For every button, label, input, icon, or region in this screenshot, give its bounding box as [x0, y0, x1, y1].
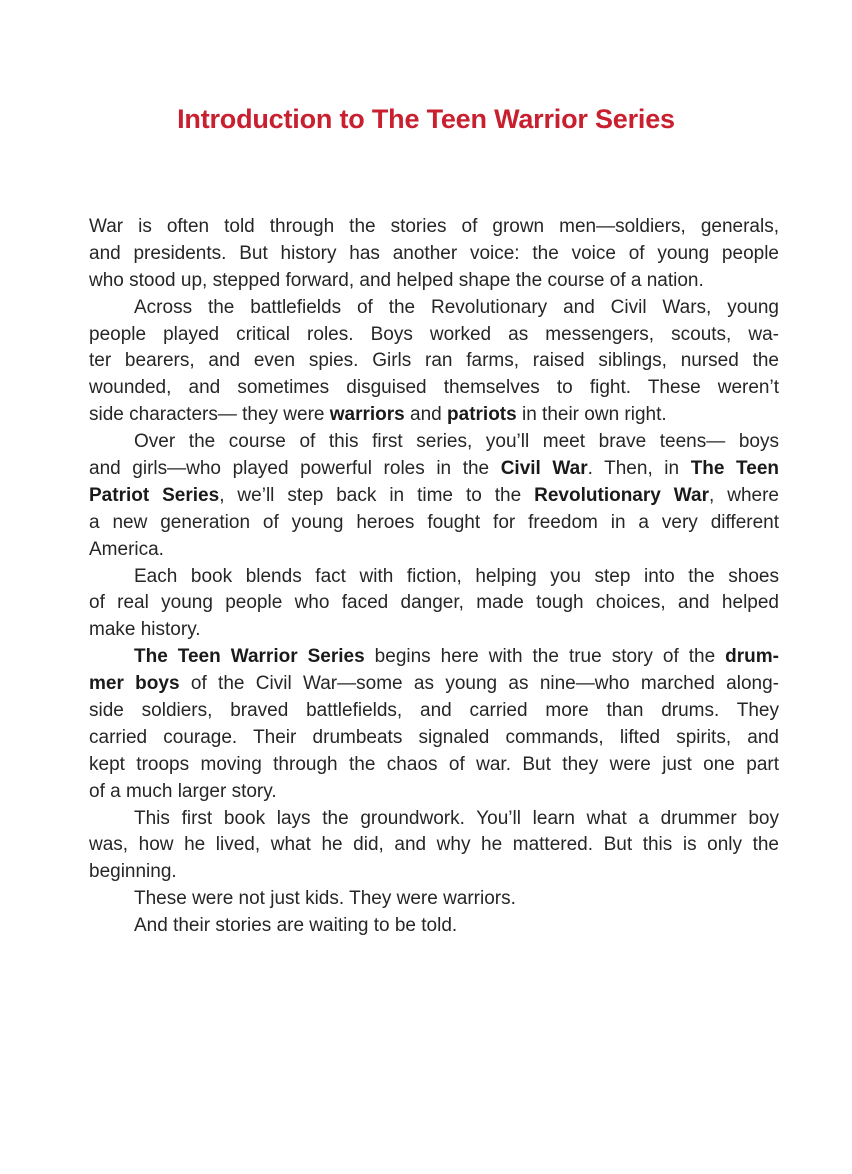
- bold-phrase: Civil War: [500, 458, 588, 480]
- text-run: wounded, and sometimes disguised themselves to fight. These weren’t: [89, 377, 779, 399]
- text-run: America.: [89, 538, 164, 560]
- text-line: [89, 429, 779, 456]
- paragraph: [89, 644, 779, 805]
- text-line: [89, 564, 779, 591]
- text-run: was, how he lived, what he did, and why he mattered. But this is only the: [89, 834, 779, 856]
- text-run: Each book blends fact with fiction, helping you step into the shoes: [134, 565, 779, 587]
- text-run: begins here with the true story of the: [364, 646, 726, 668]
- paragraph: [89, 886, 779, 913]
- bold-phrase: mer boys: [89, 673, 180, 695]
- bold-phrase: Revolutionary War: [534, 484, 709, 506]
- text-run: This first book lays the groundwork. You’ll learn what a drummer boy: [134, 807, 779, 829]
- text-run: of a much larger story.: [89, 780, 277, 802]
- text-line: [89, 537, 779, 564]
- text-run: side soldiers, braved battlefields, and carried more than drums. They: [89, 700, 779, 722]
- text-run: War is often told through the stories of grown men—soldiers, generals,: [89, 216, 779, 237]
- text-line: [89, 698, 779, 725]
- bold-phrase: The Teen: [690, 458, 779, 480]
- text-line: [89, 590, 779, 617]
- body-text: [89, 214, 779, 940]
- text-run: beginning.: [89, 861, 177, 883]
- text-line: [89, 644, 779, 671]
- text-run: And their stories are waiting to be told.: [134, 915, 458, 937]
- text-run: Across the battlefields of the Revolutionary and Civil Wars, young: [134, 296, 779, 318]
- text-run: , where: [709, 484, 779, 506]
- text-run: and girls—who played powerful roles in the: [89, 458, 501, 480]
- text-run: , we’ll step back in time to the: [219, 484, 535, 506]
- text-line: [89, 859, 779, 886]
- paragraph: [89, 214, 779, 295]
- bold-phrase: Patriot Series: [89, 484, 220, 506]
- text-line: [89, 241, 779, 268]
- text-run: These were not just kids. They were warriors.: [134, 888, 516, 910]
- text-line: [89, 295, 779, 322]
- text-line: [89, 913, 779, 940]
- text-line: [89, 375, 779, 402]
- text-run: who stood up, stepped forward, and helped shape the course of a nation.: [89, 269, 704, 291]
- text-line: [89, 268, 779, 295]
- bold-phrase: patriots: [447, 404, 517, 426]
- text-run: of real young people who faced danger, made tough choices, and helped: [89, 592, 779, 614]
- bold-phrase: drum-: [725, 646, 779, 668]
- text-run: and presidents. But history has another voice: the voice of young people: [89, 242, 779, 264]
- text-run: and: [404, 404, 448, 426]
- text-line: [89, 779, 779, 806]
- text-run: ter bearers, and even spies. Girls ran farms, raised siblings, nursed the: [89, 350, 779, 372]
- text-line: [89, 832, 779, 859]
- text-run: a new generation of young heroes fought for freedom in a very different: [89, 511, 779, 533]
- text-line: [89, 806, 779, 833]
- paragraph: [89, 564, 779, 645]
- text-line: [89, 322, 779, 349]
- text-run: kept troops moving through the chaos of war. But they were just one part: [89, 753, 779, 775]
- text-run: people played critical roles. Boys worked as messengers, scouts, wa-: [89, 323, 779, 345]
- text-run: . Then, in: [587, 458, 691, 480]
- text-line: [89, 725, 779, 752]
- text-line: [89, 617, 779, 644]
- text-line: [89, 483, 779, 510]
- text-run: in their own right.: [516, 404, 667, 426]
- text-line: [89, 456, 779, 483]
- text-line: [89, 510, 779, 537]
- text-line: [89, 402, 779, 429]
- text-line: [89, 348, 779, 375]
- paragraph: [89, 295, 779, 429]
- page-title: Introduction to The Teen Warrior Series: [177, 104, 675, 134]
- bold-phrase: warriors: [329, 404, 405, 426]
- text-run: make history.: [89, 619, 201, 641]
- text-run: side characters— they were: [89, 404, 330, 426]
- text-run: of the Civil War—some as young as nine—who marched along-: [179, 673, 780, 695]
- text-line: [89, 752, 779, 779]
- text-line: [89, 671, 779, 698]
- paragraph: [89, 806, 779, 887]
- paragraph: [89, 429, 779, 563]
- paragraph: [89, 913, 779, 940]
- text-line: [89, 214, 779, 241]
- text-line: [89, 886, 779, 913]
- text-run: Over the course of this first series, you’ll meet brave teens— boys: [134, 431, 779, 453]
- bold-phrase: The Teen Warrior Series: [134, 646, 365, 668]
- text-run: carried courage. Their drumbeats signaled commands, lifted spirits, and: [89, 726, 779, 748]
